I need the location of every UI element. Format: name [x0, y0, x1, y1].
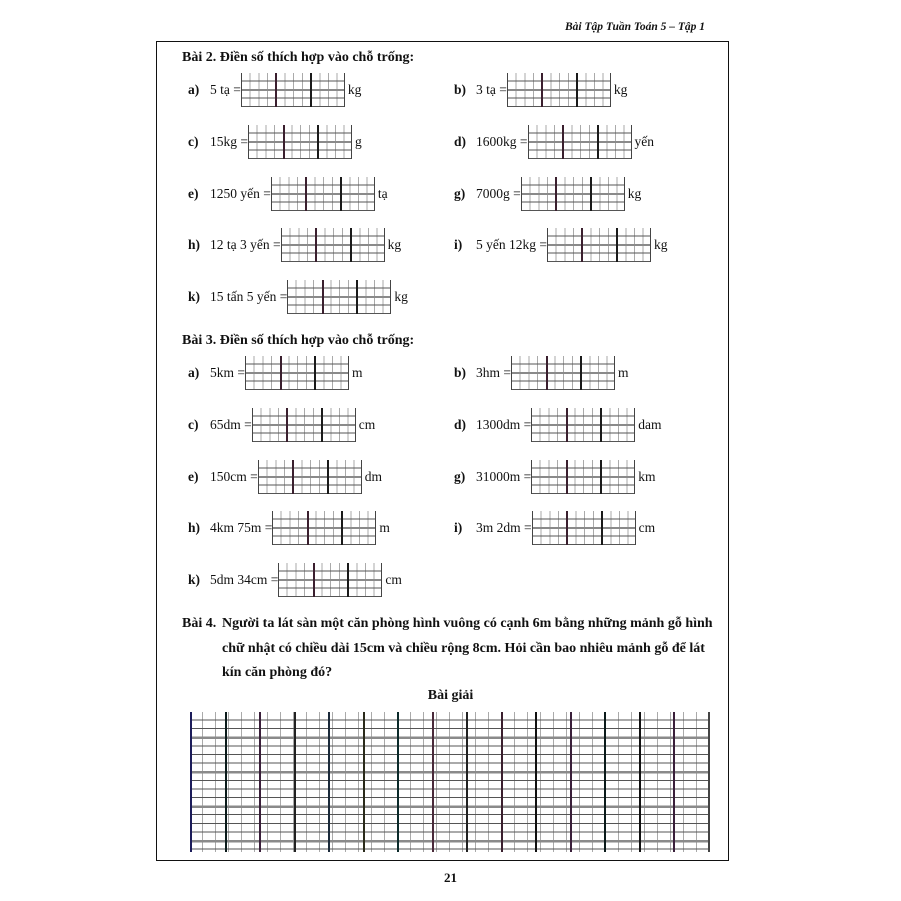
item-letter: k) — [188, 572, 201, 587]
bai4-line-2: chữ nhật có chiều dài 15cm và chiều rộng 8cm. Hỏi cần bao nhiêu mảnh gỗ để lát — [222, 640, 705, 656]
bai2-item-a — [188, 72, 361, 108]
grid-line — [708, 712, 710, 852]
answer-grid[interactable] — [272, 511, 376, 545]
item-expression: 65dm = — [210, 417, 252, 432]
bai2-item-k — [188, 279, 408, 315]
bai2-item-d — [454, 124, 654, 160]
grid-line — [501, 712, 503, 852]
item-letter: d) — [454, 134, 467, 149]
item-letter: b) — [454, 82, 467, 97]
item-expression: 3m 2dm = — [476, 520, 532, 535]
item-expression: 5dm 34cm = — [210, 572, 279, 587]
item-expression: 31000m = — [476, 469, 532, 484]
item-letter: d) — [454, 417, 467, 432]
bai2-item-i — [454, 227, 667, 263]
answer-grid[interactable] — [521, 177, 625, 211]
bai2-title: Bài 2. Điền số thích hợp vào chỗ trống: — [182, 50, 415, 65]
answer-grid[interactable] — [241, 73, 345, 107]
item-unit: kg — [394, 289, 408, 304]
bai3-item-k — [188, 562, 402, 598]
item-unit: kg — [387, 237, 402, 252]
answer-grid[interactable] — [278, 563, 382, 597]
answer-grid[interactable] — [245, 356, 349, 390]
answer-grid[interactable] — [507, 73, 611, 107]
item-unit: cm — [638, 520, 656, 535]
grid-line — [328, 712, 330, 852]
item-letter: g) — [454, 186, 466, 201]
item-letter: a) — [188, 82, 200, 97]
item-unit: kg — [627, 186, 642, 201]
answer-grid[interactable] — [531, 460, 635, 494]
item-unit: kg — [653, 237, 668, 252]
bai3-item-c — [188, 407, 375, 443]
item-expression: 7000g = — [476, 186, 521, 201]
grid-line — [466, 712, 468, 852]
item-letter: c) — [188, 417, 199, 432]
item-unit: m — [379, 520, 390, 535]
item-expression: 5 tạ = — [210, 82, 241, 97]
answer-grid[interactable] — [547, 228, 651, 262]
item-unit: cm — [385, 572, 402, 587]
answer-grid[interactable] — [258, 460, 362, 494]
item-letter: e) — [188, 186, 199, 201]
item-expression: 5km = — [210, 365, 245, 380]
solution-writing-grid[interactable] — [190, 712, 710, 852]
bai4-line-1: Người ta lát sàn một căn phòng hình vuông có cạnh 6m bằng những mảnh gỗ hình — [222, 616, 713, 631]
item-expression: 15kg = — [210, 134, 248, 149]
bai4-problem — [182, 612, 722, 686]
item-unit: g — [355, 134, 362, 149]
item-unit: km — [638, 469, 656, 484]
bai3-item-i — [454, 510, 655, 546]
item-unit: dm — [364, 469, 382, 484]
item-expression: 4km 75m = — [210, 520, 273, 535]
item-expression: 3hm = — [476, 365, 511, 380]
bai3-item-b — [454, 355, 629, 391]
answer-grid[interactable] — [271, 177, 375, 211]
bai2-item-b — [454, 72, 627, 108]
answer-grid[interactable] — [531, 408, 635, 442]
grid-line — [225, 712, 227, 852]
grid-line — [673, 712, 675, 852]
answer-grid[interactable] — [532, 511, 636, 545]
item-unit: yến — [634, 134, 654, 149]
page-header: Bài Tập Tuần Toán 5 – Tập 1 — [564, 21, 705, 33]
item-letter: h) — [188, 237, 201, 252]
item-letter: k) — [188, 289, 201, 304]
item-expression: 12 tạ 3 yến = — [210, 237, 281, 252]
bai2-item-g — [454, 176, 641, 212]
item-unit: cm — [358, 417, 376, 432]
answer-grid[interactable] — [528, 125, 632, 159]
bai3-title: Bài 3. Điền số thích hợp vào chỗ trống: — [182, 333, 415, 348]
item-expression: 1300dm = — [476, 417, 532, 432]
item-letter: b) — [454, 365, 467, 380]
item-unit: kg — [613, 82, 628, 97]
bai4-line-3: kín căn phòng đó? — [222, 665, 333, 680]
item-expression: 5 yến 12kg = — [476, 237, 547, 252]
item-letter: e) — [188, 469, 199, 484]
item-expression: 15 tấn 5 yến = — [210, 289, 288, 304]
bai3-item-d — [454, 407, 662, 443]
grid-line — [639, 712, 641, 852]
bai3-item-a — [188, 355, 363, 391]
answer-grid[interactable] — [287, 280, 391, 314]
bai2-item-h — [188, 227, 401, 263]
grid-line — [190, 712, 192, 852]
bai2-item-c — [188, 124, 362, 160]
item-letter: g) — [454, 469, 466, 484]
grid-line — [535, 712, 537, 852]
grid-line — [259, 712, 261, 852]
answer-grid[interactable] — [511, 356, 615, 390]
solution-title: Bài giải — [427, 688, 474, 703]
grid-line — [604, 712, 606, 852]
answer-grid[interactable] — [252, 408, 356, 442]
item-expression: 150cm = — [210, 469, 258, 484]
bai2-item-e — [188, 176, 388, 212]
answer-grid[interactable] — [281, 228, 385, 262]
grid-line — [432, 712, 434, 852]
item-unit: dam — [638, 417, 662, 432]
item-letter: h) — [188, 520, 201, 535]
item-letter: i) — [454, 237, 463, 252]
bai3-item-e — [188, 459, 382, 495]
bai4-label: Bài 4. — [182, 616, 217, 631]
grid-line — [570, 712, 572, 852]
item-expression: 1600kg = — [476, 134, 528, 149]
bai3-item-g — [454, 459, 656, 495]
item-expression: 3 tạ = — [476, 82, 507, 97]
item-expression: 1250 yến = — [210, 186, 271, 201]
item-letter: c) — [188, 134, 199, 149]
page-number: 21 — [444, 870, 457, 885]
grid-line — [294, 712, 296, 852]
item-unit: m — [618, 365, 629, 380]
item-unit: kg — [347, 82, 362, 97]
item-unit: m — [352, 365, 363, 380]
item-unit: tạ — [377, 186, 388, 201]
grid-line — [397, 712, 399, 852]
bai3-item-h — [188, 510, 390, 546]
grid-line — [363, 712, 365, 852]
answer-grid[interactable] — [248, 125, 352, 159]
item-letter: i) — [454, 520, 463, 535]
item-letter: a) — [188, 365, 200, 380]
